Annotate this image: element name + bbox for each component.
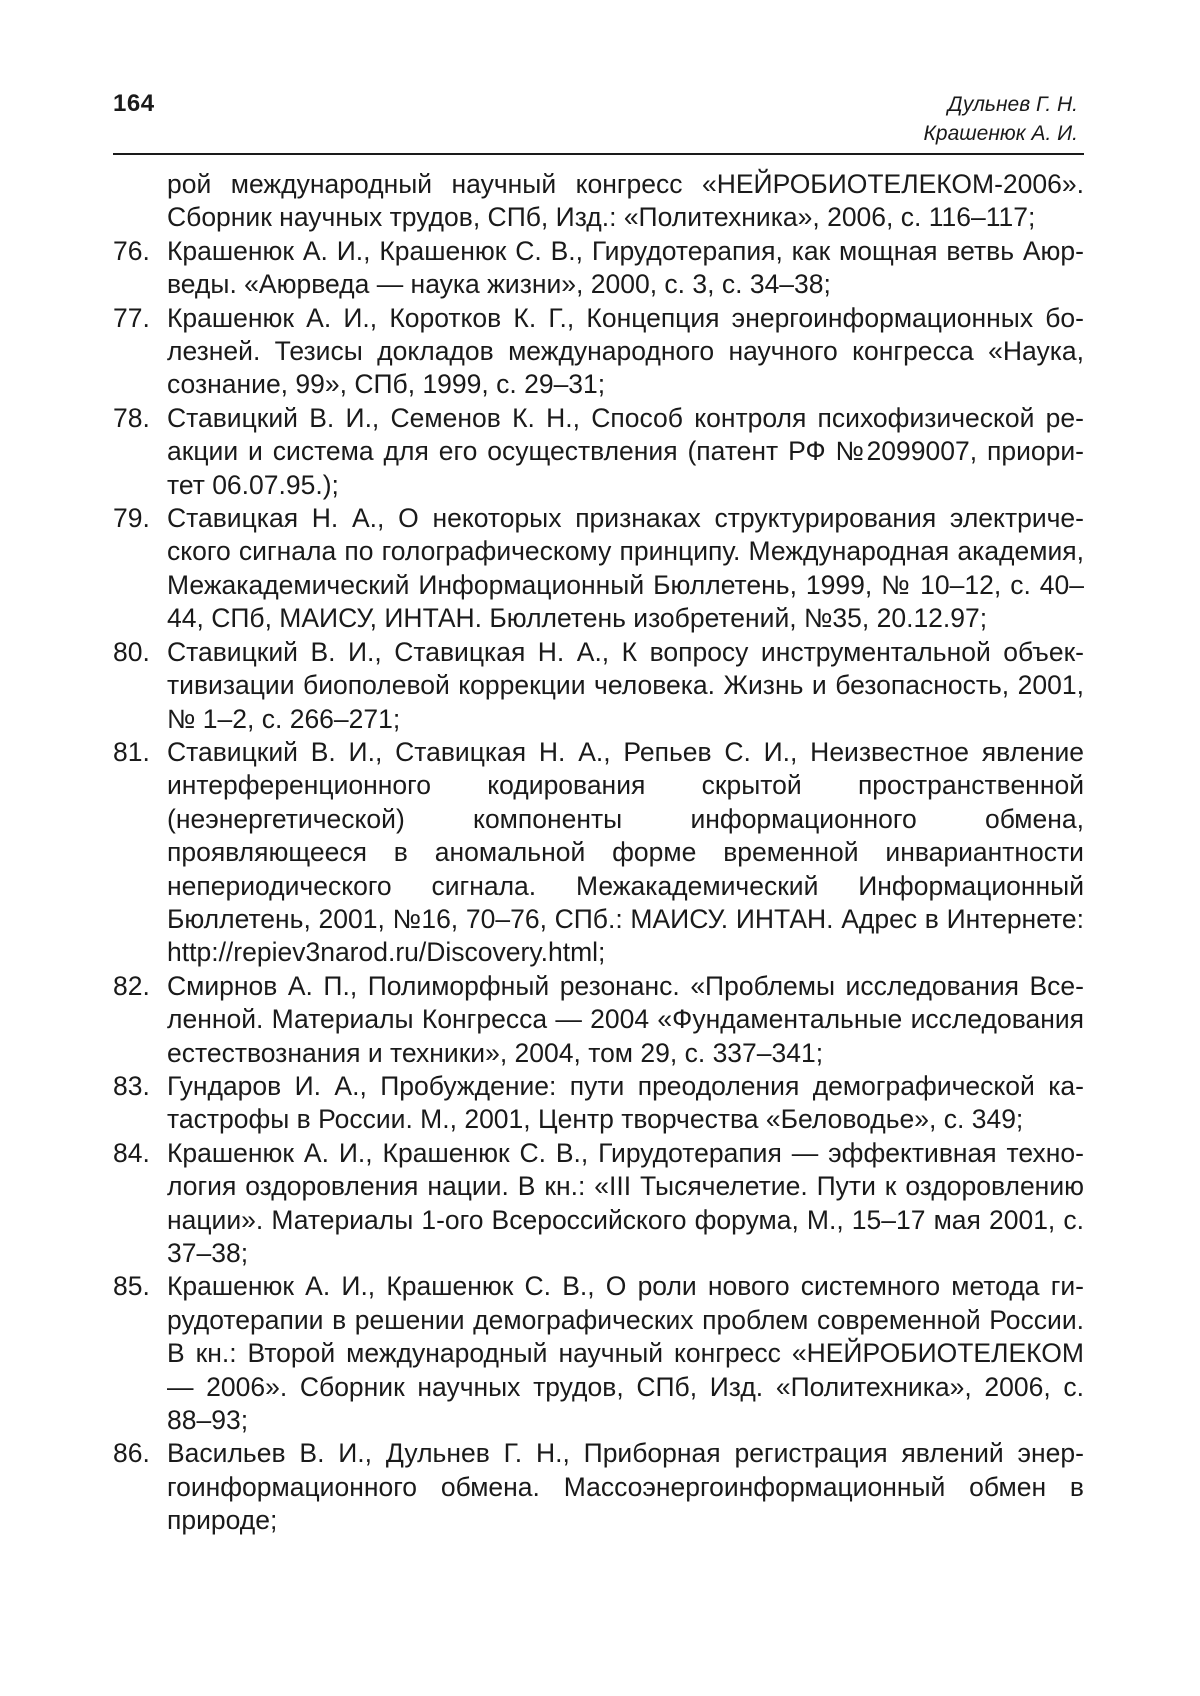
reference-text: Смирнов А. П., Полиморфный резонанс. «Проблемы исследования Все­ленной. Материалы Конгресса — 2004 «Фундаментальные исследова­ния естествознания и техники», 2004, том 29, с. 337–341; <box>167 970 1084 1070</box>
reference-text: Крашенюк А. И., Коротков К. Г., Концепция энергоинформационных бо­лезней. Тезисы докладов международного научного конгресса «Наука, сознание, 99», СПб, 1999, с. 29–31; <box>167 302 1084 402</box>
reference-number: 80. <box>113 636 167 736</box>
reference-item-83 <box>113 1070 1084 1137</box>
reference-item-79 <box>113 502 1084 636</box>
reference-number: 78. <box>113 402 167 502</box>
reference-number: 85. <box>113 1270 167 1437</box>
reference-text: Гундаров И. А., Пробуждение: пути преодоления демографической ка­тастрофы в России. М., 2001, Центр творчества «Беловодье», с. 349; <box>167 1070 1084 1137</box>
reference-text: Ставицкий В. И., Семенов К. Н., Способ контроля психофизической ре­акции и система для его осуществления (патент РФ №2099007, приори­тет 06.07.95.); <box>167 402 1084 502</box>
reference-item-84 <box>113 1137 1084 1271</box>
reference-item-77 <box>113 302 1084 402</box>
reference-text: Крашенюк А. И., Крашенюк С. В., О роли нового системного метода ги­рудотерапии в решении демографических проблем современной Рос­сии. В кн.: Второй международный научный конгресс «НЕЙРОБИОТЕЛЕ­КОМ — 2006». Сборник научных трудов, СПб, Изд. «Политехника», 2006, с. 88–93; <box>167 1270 1084 1437</box>
reference-number: 83. <box>113 1070 167 1137</box>
reference-list <box>113 168 1084 1538</box>
reference-item-78 <box>113 402 1084 502</box>
reference-number: 76. <box>113 235 167 302</box>
reference-text: рой международный научный конгресс «НЕЙРОБИОТЕЛЕКОМ-2006». Сборник научных трудов, СПб, Изд.: «Политехника», 2006, с. 116–117; <box>167 168 1084 235</box>
running-head-author-2: Крашенюк А. И. <box>924 119 1078 148</box>
reference-text: Ставицкий В. И., Ставицкая Н. А., К вопросу инструментальной объек­тивизации биополевой коррекции человека. Жизнь и безопасность, 2001, № 1–2, с. 266–271; <box>167 636 1084 736</box>
reference-item-82 <box>113 970 1084 1070</box>
running-head-author-1: Дульнев Г. Н. <box>924 90 1078 119</box>
reference-number: 82. <box>113 970 167 1070</box>
reference-number <box>113 168 167 235</box>
reference-item-76 <box>113 235 1084 302</box>
reference-text: Крашенюк А. И., Крашенюк С. В., Гирудотерапия, как мощная ветвь Аюр­веды. «Аюрведа — наука жизни», 2000, с. 3, с. 34–38; <box>167 235 1084 302</box>
reference-item-85 <box>113 1270 1084 1437</box>
reference-number: 86. <box>113 1437 167 1537</box>
reference-item-80 <box>113 636 1084 736</box>
reference-item-86 <box>113 1437 1084 1537</box>
running-head-authors <box>924 90 1078 148</box>
reference-number: 84. <box>113 1137 167 1271</box>
reference-number: 81. <box>113 736 167 970</box>
reference-item-continued <box>113 168 1084 235</box>
reference-text: Васильев В. И., Дульнев Г. Н., Приборная регистрация явлений энер­гоинформационного обмена. Массоэнергоинформационный обмен в природе; <box>167 1437 1084 1537</box>
reference-item-81 <box>113 736 1084 970</box>
page-number: 164 <box>113 90 155 118</box>
reference-text: Ставицкая Н. А., О некоторых признаках структурирования электриче­ского сигнала по голографическому принципу. Международная акаде­мия, Межакадемический Информационный Бюллетень, 1999, № 10–12, с. 40–44, СПб, МАИСУ, ИНТАН. Бюллетень изобретений, №35, 20.12.97; <box>167 502 1084 636</box>
reference-number: 79. <box>113 502 167 636</box>
reference-number: 77. <box>113 302 167 402</box>
reference-text: Крашенюк А. И., Крашенюк С. В., Гирудотерапия — эффективная техно­логия оздоровления нации. В кн.: «III Тысячелетие. Пути к оздоровле­нию нации». Материалы 1-ого Всероссийского форума, М., 15–17 мая 2001, с. 37–38; <box>167 1137 1084 1271</box>
header-divider <box>113 153 1084 155</box>
reference-text: Ставицкий В. И., Ставицкая Н. А., Репьев С. И., Неизвестное явление интер­ференционного кодирования скрытой пространственной (неэнергети­ческой) компоненты информационного обмена, проявляющееся в ано­мальной форме временной инвариантности непериодического сигнала. Межакадемический Информационный Бюллетень, 2001, №16, 70–76, СПб.: МАИСУ. ИНТАН. Адрес в Интернете: http://repiev3narod.ru/Discovery.html; <box>167 736 1084 970</box>
